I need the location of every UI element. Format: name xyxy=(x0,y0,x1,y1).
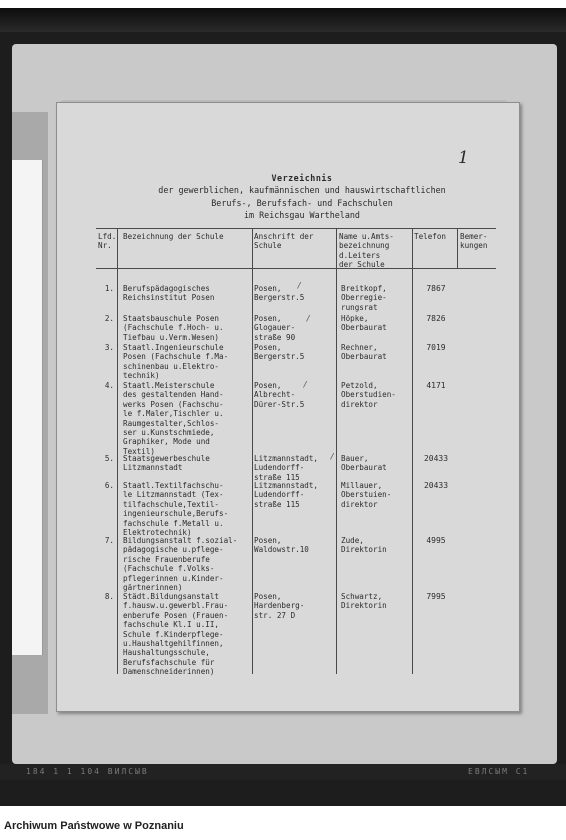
row-leader-line: Petzold, xyxy=(341,381,378,390)
row-school-line: Städt.Bildungsanstalt xyxy=(123,592,220,601)
row-school xyxy=(123,536,237,592)
row-address-line: Waldowstr.10 xyxy=(254,545,309,555)
column-divider xyxy=(457,228,458,268)
row-school-line: Haushaltungsschule, xyxy=(123,648,210,658)
row-address-line: Bergerstr.5 xyxy=(254,293,305,303)
row-leader-line: direktor xyxy=(341,399,378,409)
row-address-line: Posen, xyxy=(254,381,282,390)
header-phone: Telefon xyxy=(414,232,447,241)
row-leader-line: Höpke, xyxy=(341,314,369,323)
row-school-line: Berufspädagogisches xyxy=(123,284,210,293)
row-school-line: le Litzmannstadt (Tex- xyxy=(123,490,224,500)
row-nr: 3. xyxy=(104,343,114,352)
row-phone: 4995 xyxy=(426,536,446,545)
row-school-line: Damenschneiderinnen) xyxy=(123,667,215,677)
row-address-line: Posen, xyxy=(254,536,282,545)
row-school-line: ingenieurschule,Berufs- xyxy=(123,509,229,519)
row-school-line: le f.Maler,Tischler u. xyxy=(123,409,224,419)
row-school-line: fachschule Kl.I u.II, xyxy=(123,620,220,630)
row-school-line: Tiefbau u.Verm.Wesen) xyxy=(123,332,220,342)
header-remarks: Bemer- kungen xyxy=(460,232,488,251)
row-leader-line: Oberbaurat xyxy=(341,463,387,473)
row-school-line: Elektrotechnik) xyxy=(123,528,192,538)
row-school-line: Staatl.Meisterschule xyxy=(123,381,215,390)
row-leader xyxy=(341,536,387,555)
row-leader xyxy=(341,454,387,473)
row-leader xyxy=(341,284,387,312)
left-white-strip xyxy=(12,160,43,655)
row-address xyxy=(254,454,318,482)
row-leader xyxy=(341,592,387,611)
row-school-line: ser u.Kunstschmiede, xyxy=(123,428,215,438)
row-leader-line: direktor xyxy=(341,499,378,509)
row-school-line: Staatsbauschule Posen xyxy=(123,314,220,323)
row-school-line: Litzmannstadt xyxy=(123,463,183,473)
row-address xyxy=(254,536,309,555)
row-school xyxy=(123,481,228,537)
row-school xyxy=(123,314,224,342)
row-leader xyxy=(341,481,391,509)
row-address-line: Hardenberg- xyxy=(254,601,305,611)
row-nr: 1. xyxy=(104,284,114,293)
pencil-mark: / xyxy=(330,452,335,461)
row-leader xyxy=(341,381,396,409)
row-leader-line: Oberbaurat xyxy=(341,352,387,362)
row-address xyxy=(254,481,318,509)
row-school xyxy=(123,284,214,303)
column-divider xyxy=(252,228,253,674)
row-leader xyxy=(341,343,387,362)
row-school-line: enberufe Posen (Frauen- xyxy=(123,610,229,620)
header-address: Anschrift der Schule xyxy=(254,232,314,251)
row-school-line: Schule f.Kinderpflege- xyxy=(123,629,224,639)
row-leader-line: Direktorin xyxy=(341,545,387,555)
row-leader-line: Direktorin xyxy=(341,601,387,611)
row-school-line: pflegerinnen u.Kinder- xyxy=(123,573,224,583)
row-address-line: Albrecht- xyxy=(254,390,296,400)
pencil-mark: / xyxy=(297,281,302,290)
row-address-line: Ludendorff- xyxy=(254,490,305,500)
row-address-line: Posen, xyxy=(254,592,282,601)
title-line: der gewerblichen, kaufmännischen und hauswirtschaftlichen xyxy=(158,185,446,196)
row-leader-line: Zude, xyxy=(341,536,364,545)
row-school-line: f.hausw.u.gewerbl.Frau- xyxy=(123,601,229,611)
film-strip-top xyxy=(0,8,566,32)
title-line: Berufs-, Berufsfach- und Fachschulen xyxy=(211,197,393,208)
row-school-line: fachschule f.Metall u. xyxy=(123,518,224,528)
row-nr: 7. xyxy=(104,536,114,545)
header-nr: Lfd. Nr. xyxy=(98,232,117,251)
row-leader-line: Breitkopf, xyxy=(341,284,387,293)
row-school-line: Berufsfachschule für xyxy=(123,657,215,667)
row-leader-line: Millauer, xyxy=(341,481,383,490)
archive-caption: Archiwum Państwowe w Poznaniu xyxy=(0,812,566,840)
title-line: im Reichsgau Wartheland xyxy=(244,209,360,220)
row-address-line: Litzmannstadt, xyxy=(254,454,319,463)
row-address xyxy=(254,314,295,342)
row-leader-line: Oberstudien- xyxy=(341,390,396,400)
column-divider xyxy=(412,228,413,674)
row-address-line: Dürer-Str.5 xyxy=(254,399,305,409)
row-school-line: rische Frauenberufe xyxy=(123,554,210,564)
row-address-line: Posen, xyxy=(254,343,282,352)
row-nr: 2. xyxy=(104,314,114,323)
row-school-line: Bildungsanstalt f.sozial- xyxy=(123,536,238,545)
row-leader-line: Oberbaurat xyxy=(341,323,387,333)
row-leader-line: rungsrat xyxy=(341,302,378,312)
row-address-line: Glogauer- xyxy=(254,323,296,333)
column-divider xyxy=(117,228,118,674)
row-school xyxy=(123,592,228,677)
row-school-line: werks Posen (Fachschu- xyxy=(123,399,224,409)
row-school-line: Reichsinstitut Posen xyxy=(123,293,215,303)
row-school xyxy=(123,381,224,456)
row-address-line: Posen, xyxy=(254,284,282,293)
row-address-line: str. 27 D xyxy=(254,610,296,620)
row-school-line: (Fachschule f.Hoch- u. xyxy=(123,323,224,333)
document-title xyxy=(112,172,492,221)
table-header-rule xyxy=(96,268,496,269)
row-phone: 20433 xyxy=(423,481,449,490)
row-address xyxy=(254,381,304,409)
row-phone: 20433 xyxy=(423,454,449,463)
row-school-line: schinenbau u.Elektro- xyxy=(123,361,220,371)
pencil-mark: / xyxy=(306,314,311,323)
row-address-line: Posen, xyxy=(254,314,282,323)
row-school-line: Graphiker, Mode und xyxy=(123,437,210,447)
row-school-line: Raumgestalter,Schlos- xyxy=(123,418,220,428)
row-address-line: straße 90 xyxy=(254,332,296,342)
row-phone: 7995 xyxy=(426,592,446,601)
table-top-rule xyxy=(96,228,496,229)
row-address xyxy=(254,343,304,362)
row-address-line: Bergerstr.5 xyxy=(254,352,305,362)
row-school-line: (Fachschule f.Volks- xyxy=(123,564,215,574)
header-school: Bezeichnung der Schule xyxy=(123,232,224,241)
row-nr: 8. xyxy=(104,592,114,601)
row-phone: 7019 xyxy=(426,343,446,352)
row-address-line: straße 115 xyxy=(254,472,300,482)
row-phone: 7867 xyxy=(426,284,446,293)
film-code-left: 184 1 1 104 ВИЛСЫВ xyxy=(26,767,149,776)
row-address-line: straße 115 xyxy=(254,499,300,509)
row-school-line: u.Haushaltgehilfinnen, xyxy=(123,639,224,649)
row-leader xyxy=(341,314,387,333)
row-school-line: tilfachschule,Textil- xyxy=(123,499,220,509)
row-leader-line: Oberstuien- xyxy=(341,490,392,500)
row-leader-line: Bauer, xyxy=(341,454,369,463)
row-school-line: Staatl.Ingenieurschule xyxy=(123,343,224,352)
row-nr: 5. xyxy=(104,454,114,463)
row-school xyxy=(123,454,210,473)
row-leader-line: Oberregie- xyxy=(341,293,387,303)
row-school-line: Textil) xyxy=(123,446,156,456)
row-nr: 4. xyxy=(104,381,114,390)
row-school-line: Staatl.Textilfachschu- xyxy=(123,481,224,490)
title-line: Verzeichnis xyxy=(271,173,333,183)
row-address-line: Litzmannstadt, xyxy=(254,481,319,490)
row-school-line: gärtnerinnen) xyxy=(123,583,183,593)
film-strip-bottom xyxy=(0,764,566,780)
row-address xyxy=(254,592,304,620)
row-address-line: Ludendorff- xyxy=(254,463,305,473)
row-leader-line: Rechner, xyxy=(341,343,378,352)
header-leader: Name u.Amts- bezeichnung d.Leiters der Schule xyxy=(339,232,394,270)
film-code-right: ЕВЛСЫМ С1 xyxy=(468,767,530,776)
row-school-line: pädagogische u.pflege- xyxy=(123,545,224,555)
row-leader-line: Schwartz, xyxy=(341,592,383,601)
page-number: 1 xyxy=(458,148,469,168)
row-phone: 4171 xyxy=(426,381,446,390)
row-school-line: technik) xyxy=(123,371,160,381)
pencil-mark: / xyxy=(303,380,308,389)
row-school-line: Posen (Fachschule f.Ma- xyxy=(123,352,229,362)
row-school xyxy=(123,343,228,381)
row-school-line: Staatsgewerbeschule xyxy=(123,454,210,463)
column-divider xyxy=(336,228,337,674)
row-phone: 7826 xyxy=(426,314,446,323)
row-nr: 6. xyxy=(104,481,114,490)
row-school-line: des gestaltenden Hand- xyxy=(123,390,224,400)
